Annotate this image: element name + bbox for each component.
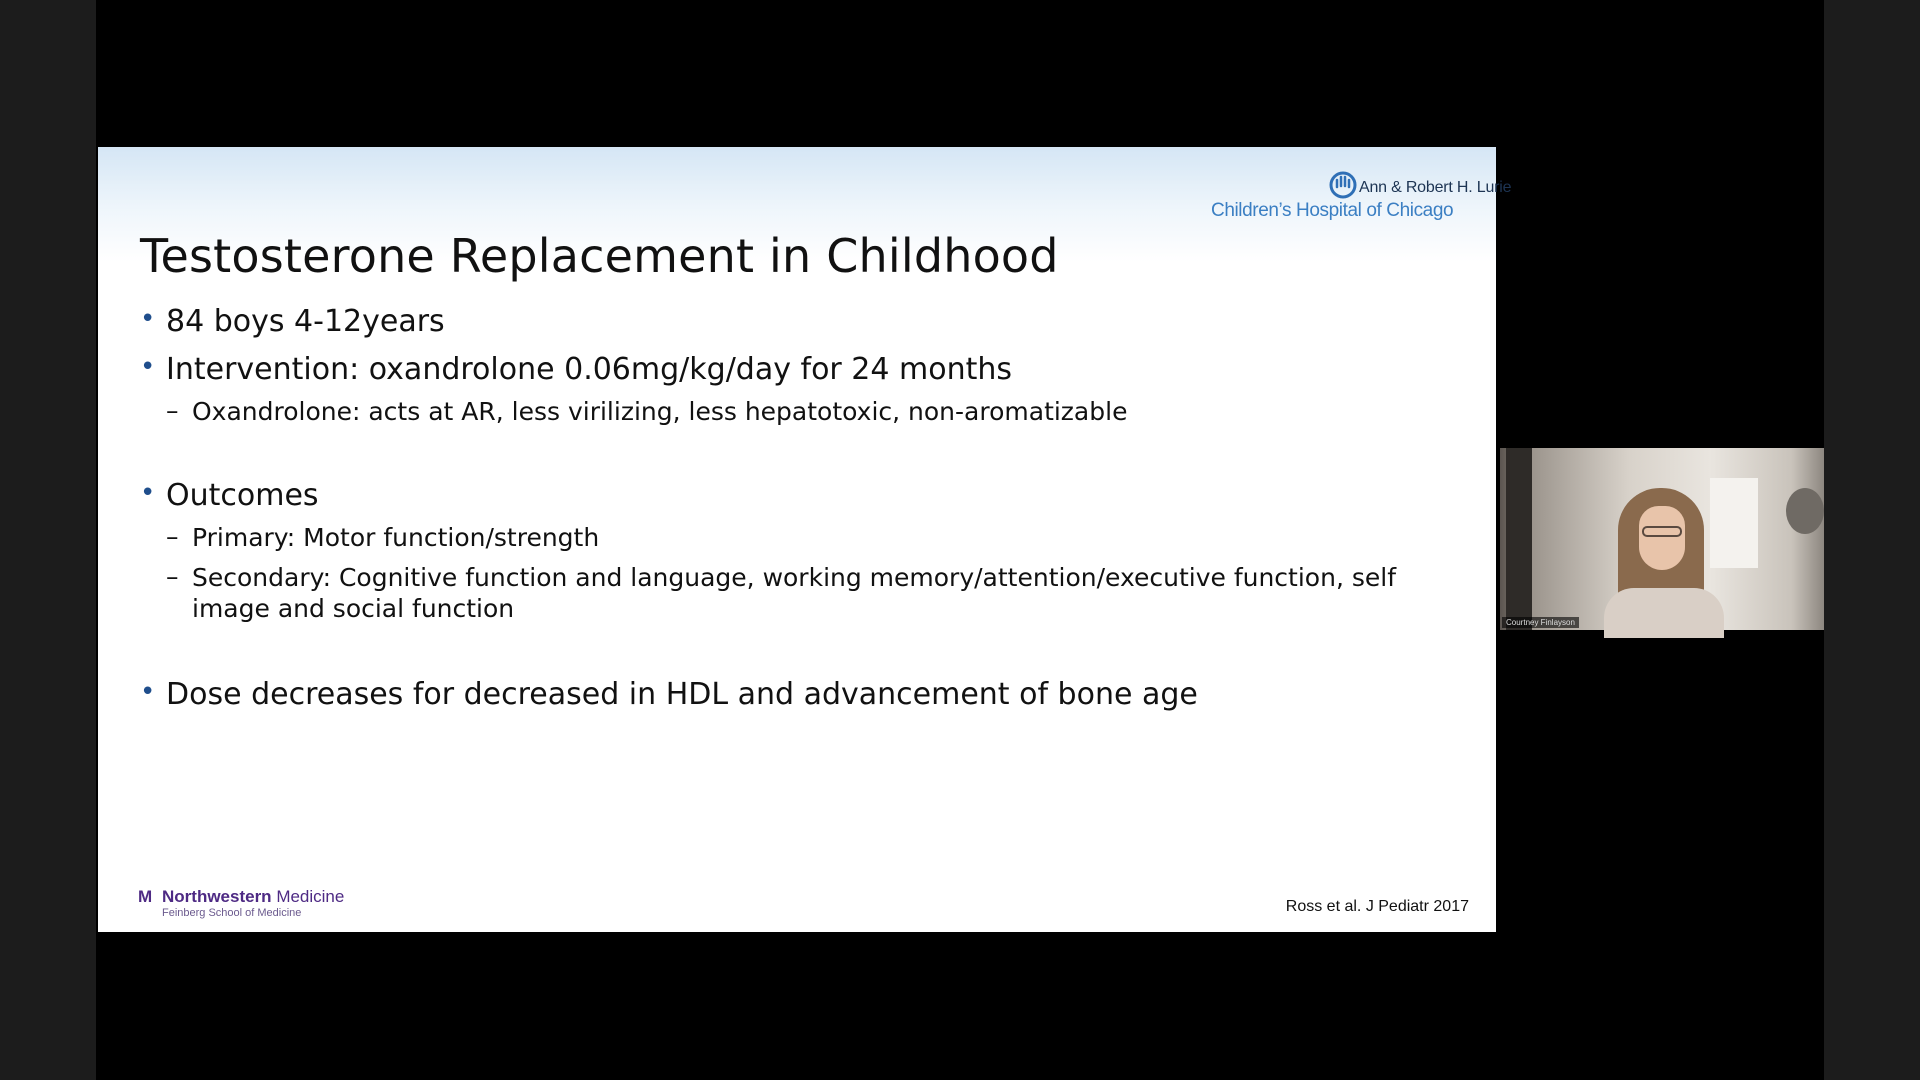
presentation-slide bbox=[98, 147, 1512, 932]
background-door bbox=[1506, 448, 1532, 630]
sub-bullet-text: Oxandrolone: acts at AR, less virilizing, less hepatotoxic, non-aromatizable bbox=[192, 397, 1128, 426]
background-window bbox=[1710, 478, 1758, 568]
lurie-childrens-logo bbox=[1211, 171, 1512, 226]
northwestern-name bbox=[162, 887, 344, 907]
background-clock bbox=[1786, 488, 1824, 534]
bullet-text: 84 boys 4-12years bbox=[166, 304, 445, 339]
hand-icon bbox=[1329, 171, 1357, 199]
sub-bullet-marker: – bbox=[166, 522, 179, 551]
sub-bullet-marker: – bbox=[166, 562, 179, 591]
citation: Ross et al. J Pediatr 2017 bbox=[1285, 898, 1469, 915]
lurie-logo-line1: Ann & Robert H. Lurie bbox=[1359, 179, 1512, 196]
participant-name-label: Courtney Finlayson bbox=[1502, 617, 1579, 628]
bullet-marker: • bbox=[140, 352, 156, 382]
bullet-text: Outcomes bbox=[166, 478, 319, 513]
slide-title: Testosterone Replacement in Childhood bbox=[140, 229, 1059, 283]
participant-video-tile[interactable] bbox=[1500, 448, 1824, 630]
bullet-marker: • bbox=[140, 478, 156, 508]
northwestern-subtitle: Feinberg School of Medicine bbox=[162, 907, 302, 919]
northwestern-name-bold: Northwestern bbox=[162, 887, 272, 906]
participant-body bbox=[1604, 588, 1724, 638]
bullet-text: Dose decreases for decreased in HDL and advancement of bone age bbox=[166, 677, 1198, 712]
participant-face bbox=[1639, 506, 1685, 570]
bullet-marker: • bbox=[140, 304, 156, 334]
bullet-marker: • bbox=[140, 677, 156, 707]
sub-bullet-marker: – bbox=[166, 396, 179, 425]
left-side-bar bbox=[0, 0, 96, 1080]
sub-bullet-text: Secondary: Cognitive function and language, working memory/attention/executive function, self image and social function bbox=[192, 563, 1396, 623]
northwestern-medicine-logo bbox=[138, 887, 368, 921]
participant-glasses bbox=[1642, 526, 1682, 537]
right-side-bar bbox=[1824, 0, 1920, 1080]
bullet-text: Intervention: oxandrolone 0.06mg/kg/day for 24 months bbox=[166, 352, 1013, 387]
sub-bullet-text: Primary: Motor function/strength bbox=[192, 523, 600, 552]
northwestern-mark: M bbox=[138, 887, 153, 906]
lurie-logo-line2: Children’s Hospital of Chicago bbox=[1211, 200, 1454, 221]
northwestern-name-light: Medicine bbox=[276, 887, 345, 906]
